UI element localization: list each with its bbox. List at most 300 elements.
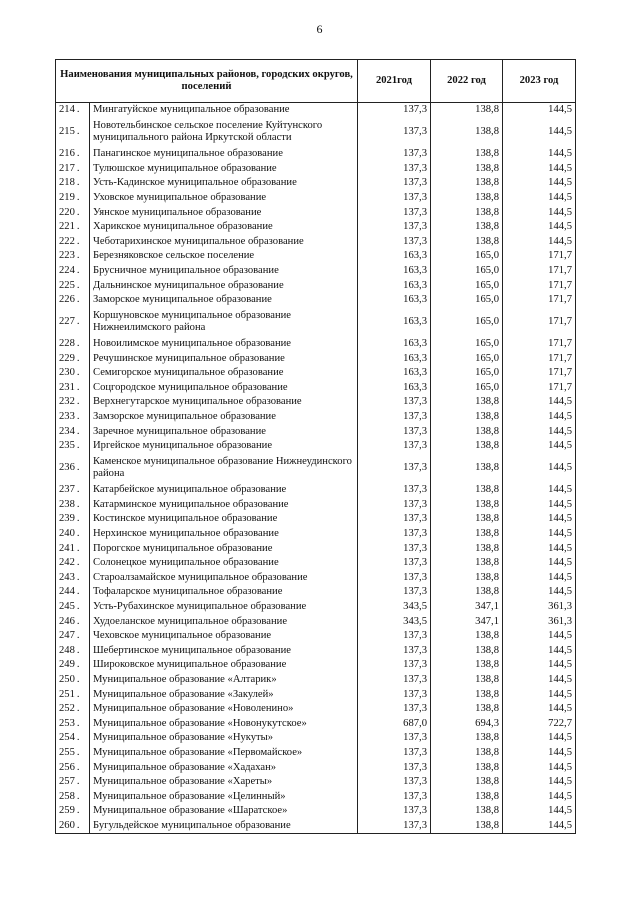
row-number-value: 237 [59, 484, 75, 496]
row-number-value: 250 [59, 673, 75, 685]
value-2023: 144,5 [503, 103, 576, 118]
row-number-dot: . [76, 316, 80, 328]
row-number-dot: . [76, 462, 80, 474]
table-row [56, 366, 576, 381]
table-row [56, 220, 576, 235]
value-2022: 165,0 [431, 337, 503, 352]
row-number-dot: . [76, 732, 80, 744]
value-2021: 137,3 [358, 424, 431, 439]
row-number-dot: . [76, 615, 80, 627]
municipality-name: Шебертинское муниципальное образование [90, 644, 358, 659]
table-row [56, 308, 576, 337]
value-2021: 343,5 [358, 600, 431, 615]
value-2023: 171,7 [503, 352, 576, 367]
row-number-value: 219 [59, 191, 75, 203]
value-2023: 144,5 [503, 571, 576, 586]
value-2023: 144,5 [503, 205, 576, 220]
value-2022: 138,8 [431, 235, 503, 250]
municipality-name: Уховское муниципальное образование [90, 191, 358, 206]
value-2022: 138,8 [431, 760, 503, 775]
value-2023: 144,5 [503, 118, 576, 147]
municipality-name: Заморское муниципальное образование [90, 293, 358, 308]
municipality-name: Дальнинское муниципальное образование [90, 278, 358, 293]
value-2022: 138,8 [431, 673, 503, 688]
table-row [56, 717, 576, 732]
row-number [56, 162, 90, 177]
municipality-name: Усть-Рубахинское муниципальное образование [90, 600, 358, 615]
row-number-value: 221 [59, 221, 75, 233]
table-row [56, 498, 576, 513]
municipality-name: Чеботарихинское муниципальное образование [90, 235, 358, 250]
header-row [56, 60, 576, 103]
value-2021: 163,3 [358, 264, 431, 279]
value-2022: 138,8 [431, 790, 503, 805]
row-number-dot: . [76, 191, 80, 203]
value-2022: 138,8 [431, 585, 503, 600]
value-2022: 165,0 [431, 381, 503, 396]
value-2021: 137,3 [358, 118, 431, 147]
municipality-name: Березняковское сельское поселение [90, 249, 358, 264]
allocation-table [55, 59, 576, 834]
municipality-name: Муниципальное образование «Хадахан» [90, 760, 358, 775]
table-row [56, 571, 576, 586]
row-number-dot: . [76, 381, 80, 393]
row-number-dot: . [76, 338, 80, 350]
value-2021: 137,3 [358, 658, 431, 673]
value-2022: 138,8 [431, 118, 503, 147]
row-number [56, 790, 90, 805]
value-2023: 361,3 [503, 614, 576, 629]
municipality-name: Каменское муниципальное образование Нижнеудинского района [90, 454, 358, 483]
value-2023: 144,5 [503, 483, 576, 498]
row-number-value: 258 [59, 790, 75, 802]
value-2021: 137,3 [358, 629, 431, 644]
row-number-value: 244 [59, 586, 75, 598]
row-number-dot: . [76, 279, 80, 291]
row-number [56, 337, 90, 352]
value-2023: 144,5 [503, 556, 576, 571]
municipality-name: Катарминское муниципальное образование [90, 498, 358, 513]
row-number-dot: . [76, 221, 80, 233]
value-2021: 137,3 [358, 220, 431, 235]
value-2021: 137,3 [358, 804, 431, 819]
table-row [56, 264, 576, 279]
row-number-value: 224 [59, 264, 75, 276]
municipality-name: Усть-Кадинское муниципальное образование [90, 176, 358, 191]
value-2022: 138,8 [431, 819, 503, 834]
row-number [56, 352, 90, 367]
value-2021: 163,3 [358, 366, 431, 381]
value-2021: 137,3 [358, 644, 431, 659]
municipality-name: Тофаларское муниципальное образование [90, 585, 358, 600]
table-row [56, 205, 576, 220]
table-row [56, 746, 576, 761]
value-2023: 171,7 [503, 249, 576, 264]
row-number [56, 498, 90, 513]
row-number [56, 775, 90, 790]
table-row [56, 687, 576, 702]
row-number [56, 717, 90, 732]
row-number [56, 176, 90, 191]
row-number-dot: . [76, 776, 80, 788]
value-2022: 138,8 [431, 571, 503, 586]
value-2023: 144,5 [503, 498, 576, 513]
value-2023: 144,5 [503, 527, 576, 542]
value-2023: 144,5 [503, 702, 576, 717]
value-2022: 138,8 [431, 483, 503, 498]
table-row [56, 819, 576, 834]
table-row [56, 191, 576, 206]
row-number [56, 147, 90, 162]
row-number [56, 264, 90, 279]
value-2023: 171,7 [503, 264, 576, 279]
row-number-value: 256 [59, 761, 75, 773]
row-number-value: 260 [59, 819, 75, 831]
row-number-dot: . [76, 557, 80, 569]
municipality-name: Катарбейское муниципальное образование [90, 483, 358, 498]
row-number-value: 229 [59, 352, 75, 364]
value-2021: 137,3 [358, 162, 431, 177]
value-2022: 138,8 [431, 687, 503, 702]
row-number-value: 239 [59, 513, 75, 525]
municipality-name: Муниципальное образование «Целинный» [90, 790, 358, 805]
row-number-dot: . [76, 819, 80, 831]
row-number-value: 228 [59, 338, 75, 350]
row-number [56, 366, 90, 381]
value-2021: 137,3 [358, 687, 431, 702]
row-number-dot: . [76, 235, 80, 247]
value-2021: 137,3 [358, 760, 431, 775]
row-number [56, 410, 90, 425]
municipality-name: Худоеланское муниципальное образование [90, 614, 358, 629]
municipality-name: Новотельбинское сельское поселение Куйтунского муниципального района Иркутской области [90, 118, 358, 147]
header-2021: 2021год [358, 60, 431, 103]
table-row [56, 775, 576, 790]
value-2021: 137,3 [358, 819, 431, 834]
row-number [56, 702, 90, 717]
table-row [56, 293, 576, 308]
value-2023: 361,3 [503, 600, 576, 615]
row-number-dot: . [76, 630, 80, 642]
value-2022: 165,0 [431, 352, 503, 367]
row-number-value: 215 [59, 126, 75, 138]
row-number-value: 259 [59, 805, 75, 817]
value-2021: 163,3 [358, 278, 431, 293]
value-2022: 347,1 [431, 600, 503, 615]
row-number-dot: . [76, 601, 80, 612]
row-number-dot: . [76, 513, 80, 525]
row-number-dot: . [76, 104, 80, 116]
row-number-dot: . [76, 688, 80, 700]
row-number-value: 240 [59, 528, 75, 540]
value-2022: 138,8 [431, 556, 503, 571]
value-2022: 165,0 [431, 308, 503, 337]
row-number [56, 308, 90, 337]
value-2022: 138,8 [431, 454, 503, 483]
row-number-value: 218 [59, 177, 75, 189]
value-2021: 137,3 [358, 483, 431, 498]
table-row [56, 103, 576, 118]
row-number-value: 220 [59, 206, 75, 218]
table-row [56, 673, 576, 688]
municipality-name: Нерхинское муниципальное образование [90, 527, 358, 542]
value-2022: 138,8 [431, 702, 503, 717]
row-number [56, 118, 90, 147]
row-number [56, 556, 90, 571]
value-2021: 137,3 [358, 191, 431, 206]
row-number-dot: . [76, 177, 80, 189]
value-2021: 137,3 [358, 571, 431, 586]
row-number [56, 746, 90, 761]
row-number [56, 205, 90, 220]
table-row [56, 556, 576, 571]
row-number-value: 241 [59, 542, 75, 554]
value-2022: 138,8 [431, 439, 503, 454]
municipality-name: Новоилимское муниципальное образование [90, 337, 358, 352]
value-2021: 137,3 [358, 176, 431, 191]
row-number-dot: . [76, 586, 80, 598]
row-number-value: 242 [59, 557, 75, 569]
value-2023: 144,5 [503, 658, 576, 673]
municipality-name: Староалзамайское муниципальное образование [90, 571, 358, 586]
value-2022: 138,8 [431, 731, 503, 746]
table-row [56, 176, 576, 191]
table-row [56, 352, 576, 367]
row-number [56, 760, 90, 775]
header-name: Наименования муниципальных районов, городских округов, поселений [56, 60, 358, 103]
municipality-name: Семигорское муниципальное образование [90, 366, 358, 381]
table-row [56, 804, 576, 819]
value-2023: 171,7 [503, 381, 576, 396]
row-number [56, 395, 90, 410]
row-number [56, 614, 90, 629]
value-2023: 144,5 [503, 454, 576, 483]
value-2022: 138,8 [431, 176, 503, 191]
table-row [56, 541, 576, 556]
value-2021: 163,3 [358, 249, 431, 264]
value-2022: 138,8 [431, 804, 503, 819]
municipality-name: Харикское муниципальное образование [90, 220, 358, 235]
value-2021: 137,3 [358, 527, 431, 542]
municipality-name: Муниципальное образование «Первомайское» [90, 746, 358, 761]
value-2023: 144,5 [503, 162, 576, 177]
row-number-value: 231 [59, 381, 75, 393]
row-number-dot: . [76, 396, 80, 408]
municipality-name: Уянское муниципальное образование [90, 205, 358, 220]
value-2023: 144,5 [503, 147, 576, 162]
value-2021: 137,3 [358, 410, 431, 425]
row-number-value: 257 [59, 776, 75, 788]
value-2021: 163,3 [358, 293, 431, 308]
municipality-name: Муниципальное образование «Новонукутское» [90, 717, 358, 732]
municipality-name: Речушинское муниципальное образование [90, 352, 358, 367]
value-2022: 138,8 [431, 147, 503, 162]
value-2021: 137,3 [358, 673, 431, 688]
value-2021: 137,3 [358, 585, 431, 600]
municipality-name: Заречное муниципальное образование [90, 424, 358, 439]
value-2021: 137,3 [358, 235, 431, 250]
row-number [56, 571, 90, 586]
municipality-name: Верхнегутарское муниципальное образование [90, 395, 358, 410]
row-number-dot: . [76, 264, 80, 276]
value-2021: 137,3 [358, 103, 431, 118]
row-number [56, 804, 90, 819]
value-2022: 165,0 [431, 278, 503, 293]
municipality-name: Замзорское муниципальное образование [90, 410, 358, 425]
row-number-dot: . [76, 790, 80, 802]
table-row [56, 439, 576, 454]
value-2021: 137,3 [358, 541, 431, 556]
row-number [56, 585, 90, 600]
row-number-value: 243 [59, 571, 75, 583]
table-row [56, 249, 576, 264]
header-2023: 2023 год [503, 60, 576, 103]
value-2022: 138,8 [431, 103, 503, 118]
value-2022: 138,8 [431, 424, 503, 439]
value-2021: 163,3 [358, 337, 431, 352]
table-row [56, 629, 576, 644]
value-2021: 137,3 [358, 731, 431, 746]
value-2023: 144,5 [503, 220, 576, 235]
row-number-dot: . [76, 717, 80, 729]
value-2023: 144,5 [503, 687, 576, 702]
row-number-dot: . [76, 542, 80, 554]
value-2022: 138,8 [431, 205, 503, 220]
row-number [56, 629, 90, 644]
value-2023: 144,5 [503, 176, 576, 191]
row-number-value: 238 [59, 498, 75, 510]
row-number [56, 731, 90, 746]
table-row [56, 585, 576, 600]
value-2023: 144,5 [503, 775, 576, 790]
row-number-value: 233 [59, 411, 75, 423]
row-number [56, 293, 90, 308]
table-row [56, 702, 576, 717]
row-number [56, 249, 90, 264]
table-row [56, 512, 576, 527]
value-2022: 138,8 [431, 512, 503, 527]
value-2021: 137,3 [358, 205, 431, 220]
value-2021: 163,3 [358, 308, 431, 337]
municipality-name: Соцгородское муниципальное образование [90, 381, 358, 396]
value-2021: 163,3 [358, 381, 431, 396]
municipality-name: Муниципальное образование «Новоленино» [90, 702, 358, 717]
row-number-dot: . [76, 411, 80, 423]
municipality-name: Муниципальное образование «Хареты» [90, 775, 358, 790]
value-2023: 144,5 [503, 410, 576, 425]
row-number [56, 541, 90, 556]
row-number-value: 232 [59, 396, 75, 408]
value-2023: 144,5 [503, 439, 576, 454]
row-number-dot: . [76, 644, 80, 656]
table-row [56, 454, 576, 483]
value-2023: 144,5 [503, 629, 576, 644]
value-2023: 144,5 [503, 541, 576, 556]
row-number-value: 226 [59, 294, 75, 306]
row-number-value: 217 [59, 162, 75, 174]
table-row [56, 527, 576, 542]
municipality-name: Солонецкое муниципальное образование [90, 556, 358, 571]
row-number-value: 235 [59, 440, 75, 452]
row-number-value: 222 [59, 235, 75, 247]
row-number-dot: . [76, 805, 80, 817]
row-number-value: 255 [59, 746, 75, 758]
municipality-name: Мингатуйское муниципальное образование [90, 103, 358, 118]
municipality-name: Иргейское муниципальное образование [90, 439, 358, 454]
row-number-value: 246 [59, 615, 75, 627]
value-2022: 138,8 [431, 395, 503, 410]
row-number [56, 454, 90, 483]
value-2023: 144,5 [503, 760, 576, 775]
value-2021: 163,3 [358, 352, 431, 367]
row-number-value: 223 [59, 250, 75, 262]
row-number [56, 527, 90, 542]
row-number [56, 424, 90, 439]
row-number [56, 819, 90, 834]
value-2021: 687,0 [358, 717, 431, 732]
row-number-value: 236 [59, 462, 75, 474]
row-number-dot: . [76, 440, 80, 452]
value-2021: 137,3 [358, 147, 431, 162]
table-row [56, 395, 576, 410]
table-row [56, 235, 576, 250]
row-number-value: 227 [59, 316, 75, 328]
row-number [56, 658, 90, 673]
row-number-dot: . [76, 367, 80, 379]
value-2022: 138,8 [431, 191, 503, 206]
value-2021: 137,3 [358, 439, 431, 454]
row-number-dot: . [76, 206, 80, 218]
value-2021: 137,3 [358, 556, 431, 571]
row-number-value: 247 [59, 630, 75, 642]
row-number-value: 214 [59, 104, 75, 116]
value-2023: 144,5 [503, 512, 576, 527]
value-2021: 137,3 [358, 775, 431, 790]
table-row [56, 147, 576, 162]
row-number [56, 235, 90, 250]
row-number-value: 230 [59, 367, 75, 379]
value-2023: 171,7 [503, 366, 576, 381]
municipality-name: Муниципальное образование «Закулей» [90, 687, 358, 702]
municipality-name: Брусничное муниципальное образование [90, 264, 358, 279]
row-number-value: 248 [59, 644, 75, 656]
table-row [56, 118, 576, 147]
row-number-value: 254 [59, 732, 75, 744]
value-2022: 347,1 [431, 614, 503, 629]
value-2023: 144,5 [503, 731, 576, 746]
value-2023: 171,7 [503, 293, 576, 308]
value-2023: 144,5 [503, 673, 576, 688]
row-number [56, 381, 90, 396]
row-number-dot: . [76, 484, 80, 496]
row-number-value: 251 [59, 688, 75, 700]
row-number [56, 103, 90, 118]
municipality-name: Коршуновское муниципальное образование Нижнеилимского района [90, 308, 358, 337]
value-2021: 137,3 [358, 512, 431, 527]
row-number-dot: . [76, 528, 80, 540]
row-number-dot: . [76, 162, 80, 174]
value-2021: 137,3 [358, 790, 431, 805]
row-number-value: 252 [59, 703, 75, 715]
municipality-name: Муниципальное образование «Шаратское» [90, 804, 358, 819]
value-2023: 144,5 [503, 644, 576, 659]
value-2023: 171,7 [503, 308, 576, 337]
value-2022: 138,8 [431, 527, 503, 542]
value-2022: 138,8 [431, 658, 503, 673]
row-number-value: 249 [59, 659, 75, 671]
value-2023: 144,5 [503, 790, 576, 805]
row-number-value: 253 [59, 717, 75, 729]
